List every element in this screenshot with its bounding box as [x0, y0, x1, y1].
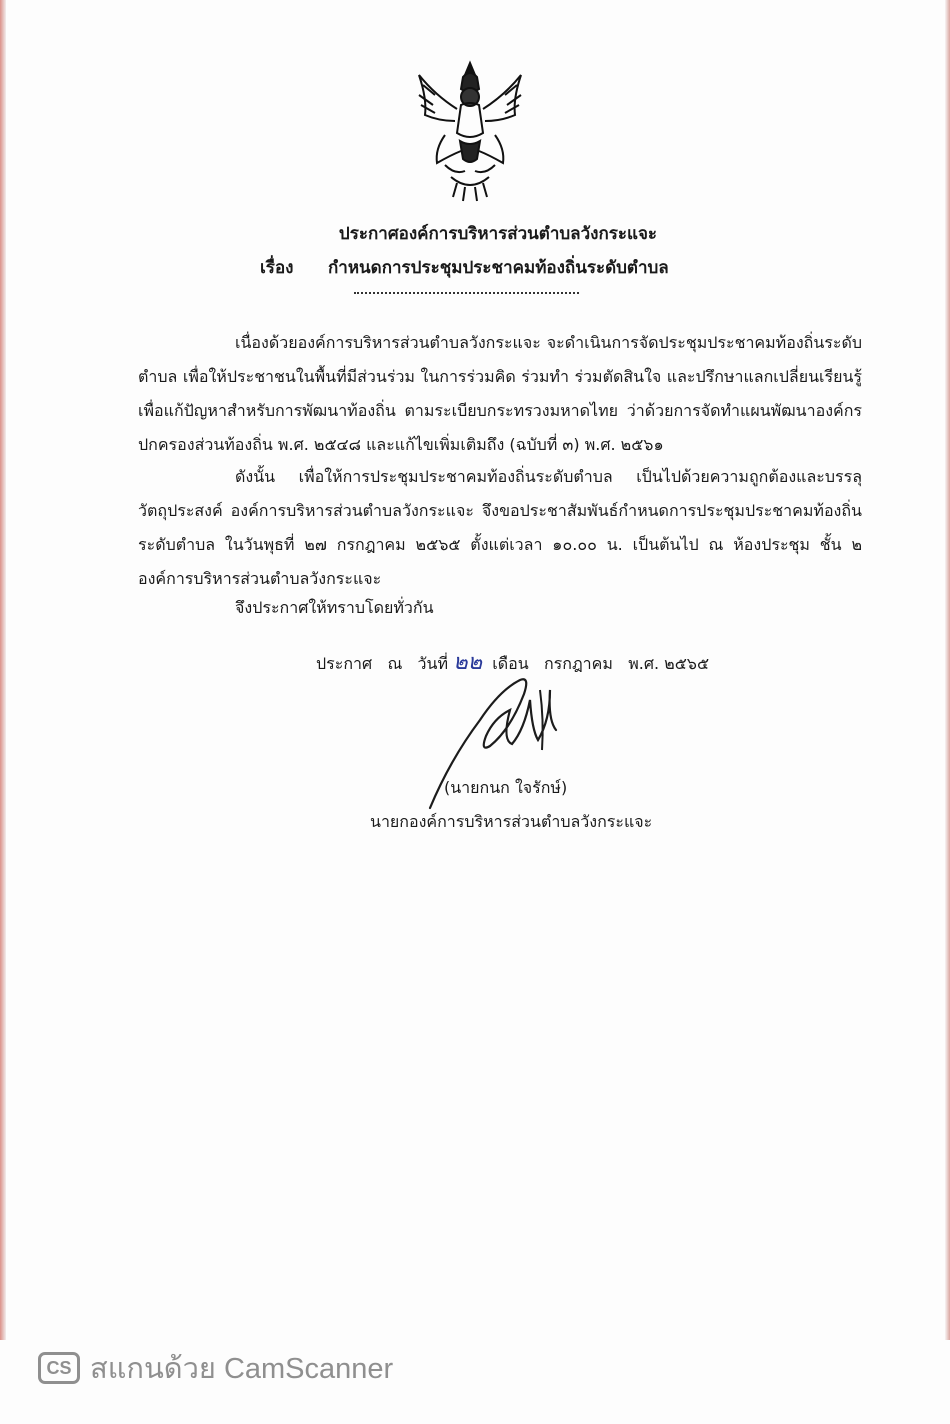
dateline-at: ณ — [387, 654, 403, 673]
garuda-emblem-icon — [405, 55, 535, 205]
camscanner-watermark — [38, 1348, 393, 1388]
camscanner-text: สแกนด้วย CamScanner — [90, 1353, 394, 1385]
dateline-prefix: ประกาศ — [316, 654, 373, 673]
signer-name: (นายกนก ใจรักษ์) — [444, 778, 568, 797]
paragraph-closing: จึงประกาศให้ทราบโดยทั่วกัน — [235, 598, 434, 617]
subject-text: กำหนดการประชุมประชาคมท้องถิ่นระดับตำบล — [328, 258, 669, 278]
signer-title: นายกองค์การบริหารส่วนตำบลวังกระแจะ — [370, 812, 653, 831]
dateline-month-label: เดือน — [492, 654, 529, 673]
dateline-year: พ.ศ. ๒๕๖๕ — [628, 654, 710, 673]
camscanner-logo-icon: CS — [38, 1352, 80, 1384]
paragraph-details: ดังนั้น เพื่อให้การประชุมประชาคมท้องถิ่นระดับตำบล เป็นไปด้วยความถูกต้องและบรรลุวัตถุประสงค์ องค์การบริหารส่วนตำบลวังกระแจะ จึงขอประชาสัมพันธ์กำหนดการประชุมประชาคมท้องถิ่นระดับตำบล ในวันพุธที่ ๒๗ กรกฎาคม ๒๕๖๕ ตั้งแต่เวลา ๑๐.๐๐ น. เป็นต้นไป ณ ห้องประชุม ชั้น ๒ องค์การบริหารส่วนตำบลวังกระแจะ — [138, 467, 862, 588]
dotted-divider — [354, 280, 579, 294]
dateline-day-label: วันที่ — [417, 654, 449, 673]
paragraph-intro: เนื่องด้วยองค์การบริหารส่วนตำบลวังกระแจะ จะดำเนินการจัดประชุมประชาคมท้องถิ่นระดับตำบล เพื่อให้ประชาชนในพื้นที่มีส่วนร่วม ในการร่วมคิด ร่วมทำ ร่วมตัดสินใจ และปรึกษาแลกเปลี่ยนเรียนรู้ เพื่อแก้ปัญหาสำหรับการพัฒนาท้องถิ่น ตามระเบียบกระทรวงมหาดไทย ว่าด้วยการจัดทำแผนพัฒนาองค์กรปกครองส่วนท้องถิ่น พ.ศ. ๒๕๔๘ และแก้ไขเพิ่มเติมถึง (ฉบับที่ ๓) พ.ศ. ๒๕๖๑ — [138, 333, 862, 454]
page-edge-left — [0, 0, 6, 1340]
announcement-title: ประกาศองค์การบริหารส่วนตำบลวังกระแจะ — [338, 224, 658, 244]
page-edge-right — [945, 0, 950, 1340]
dateline-day-handwritten: ๒๒ — [453, 650, 483, 675]
subject-label: เรื่อง — [260, 258, 294, 278]
dateline-month: กรกฎาคม — [543, 654, 613, 673]
